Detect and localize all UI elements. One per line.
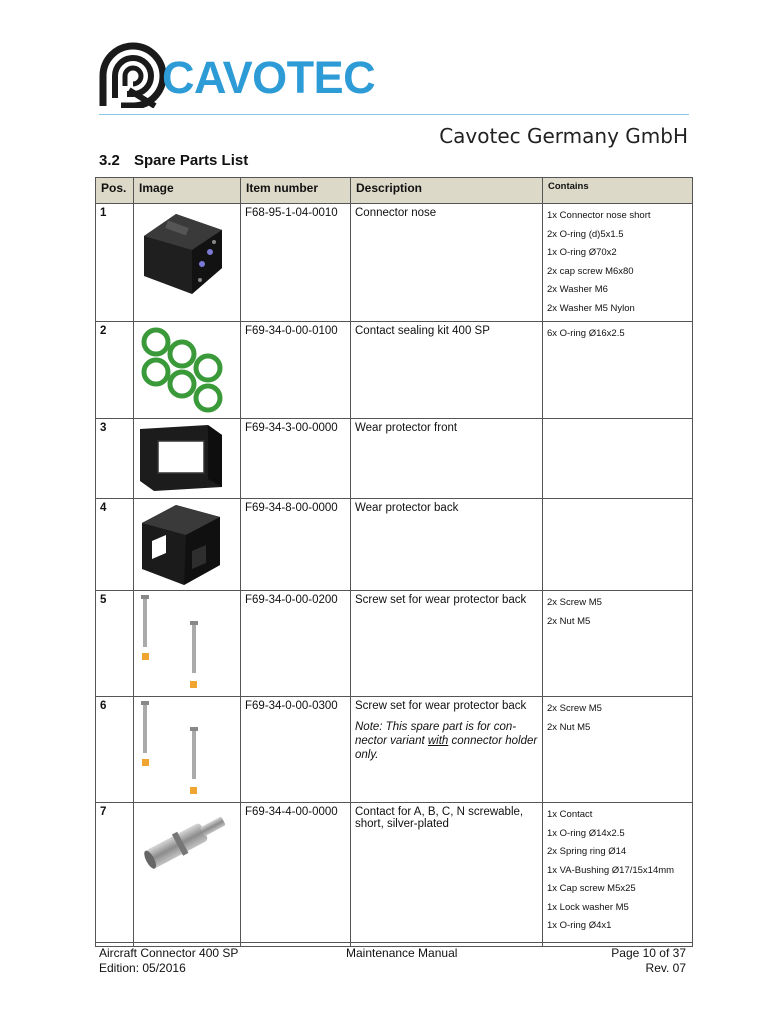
note-underlined: with xyxy=(427,735,449,747)
wear-protector-front-image xyxy=(136,421,232,493)
note-text: connector holder only. xyxy=(355,735,538,761)
contains-item: 2x Spring ring Ø14 xyxy=(547,846,627,857)
section-heading xyxy=(99,152,248,169)
row-description: Screw set for wear protector back xyxy=(351,591,543,697)
note-text: Note: This spare part is for con-nector variant xyxy=(355,721,517,747)
contains-item: 1x Cap screw M5x25 xyxy=(547,883,636,894)
row-image-cell xyxy=(134,803,241,947)
row-image-cell xyxy=(134,322,241,419)
footer-left xyxy=(99,946,238,976)
footer-edition: Edition: 05/2016 xyxy=(99,961,186,975)
contains-item: 1x O-ring Ø14x2.5 xyxy=(547,827,625,839)
section-number: 3.2 xyxy=(99,152,120,169)
row-pos: 4 xyxy=(96,499,134,591)
row-pos: 6 xyxy=(96,697,134,803)
table-header-row xyxy=(96,178,693,204)
row-note xyxy=(355,720,538,762)
row-contains xyxy=(543,697,693,803)
row-pos: 3 xyxy=(96,419,134,499)
header-rule xyxy=(99,114,689,115)
header-contains: Contains xyxy=(543,178,693,204)
row-description-cell xyxy=(351,697,543,803)
footer-manual: Maintenance Manual xyxy=(346,946,458,960)
contains-item: 2x Nut M5 xyxy=(547,615,591,627)
row-image-cell xyxy=(134,499,241,591)
row-item-number: F69-34-4-00-0000 xyxy=(241,803,351,947)
row-description: Contact sealing kit 400 SP xyxy=(351,322,543,419)
footer-right xyxy=(611,946,686,976)
contains-item: 2x O-ring (d)5x1.5 xyxy=(547,228,624,240)
footer-doc-title: Aircraft Connector 400 SP xyxy=(99,946,239,960)
footer-rule xyxy=(95,942,692,943)
table-row xyxy=(96,499,693,591)
contains-item: 1x Lock washer M5 xyxy=(547,901,629,913)
header-item-number: Item number xyxy=(241,178,351,204)
contains-item: 2x Nut M5 xyxy=(547,721,591,733)
row-image-cell xyxy=(134,697,241,803)
footer-revision: Rev. 07 xyxy=(645,961,686,975)
contains-item: 6x O-ring Ø16x2.5 xyxy=(547,328,625,339)
contains-item: 2x Screw M5 xyxy=(547,597,602,608)
row-item-number: F69-34-0-00-0100 xyxy=(241,322,351,419)
row-pos: 5 xyxy=(96,591,134,697)
row-contains xyxy=(543,591,693,697)
spare-parts-table xyxy=(95,177,693,947)
row-item-number: F69-34-8-00-0000 xyxy=(241,499,351,591)
row-pos: 2 xyxy=(96,322,134,419)
row-pos: 1 xyxy=(96,204,134,322)
row-item-number: F69-34-0-00-0200 xyxy=(241,591,351,697)
screw-set-image xyxy=(136,593,232,693)
contains-item: 1x VA-Bushing Ø17/15x14mm xyxy=(547,864,675,876)
table-row xyxy=(96,204,693,322)
row-contains xyxy=(543,322,693,419)
row-image-cell xyxy=(134,591,241,697)
row-contains xyxy=(543,803,693,947)
contains-item: 1x O-ring Ø70x2 xyxy=(547,247,617,258)
table-row xyxy=(96,322,693,419)
row-contains xyxy=(543,204,693,322)
connector-nose-image xyxy=(136,206,232,302)
row-image-cell xyxy=(134,204,241,322)
table-row xyxy=(96,419,693,499)
wear-protector-back-image xyxy=(136,501,232,587)
contains-item: 1x Contact xyxy=(547,809,593,820)
o-rings-image xyxy=(136,324,232,416)
contains-item: 2x cap screw M6x80 xyxy=(547,265,634,277)
footer-page-number: Page 10 of 37 xyxy=(611,946,686,960)
header-image: Image xyxy=(134,178,241,204)
row-description: Screw set for wear protector back xyxy=(355,700,527,712)
header-description: Description xyxy=(351,178,543,204)
row-item-number: F69-34-3-00-0000 xyxy=(241,419,351,499)
table-row xyxy=(96,697,693,803)
contains-item: 2x Washer M6 xyxy=(547,284,608,295)
contains-item: 1x Connector nose short xyxy=(547,210,651,221)
row-image-cell xyxy=(134,419,241,499)
company-name: Cavotec Germany GmbH xyxy=(439,124,688,148)
brand-wordmark: CAVOTEC xyxy=(162,52,376,103)
row-description: Wear protector back xyxy=(351,499,543,591)
contains-item: 1x O-ring Ø4x1 xyxy=(547,920,612,931)
row-pos: 7 xyxy=(96,803,134,947)
screw-set-image xyxy=(136,699,232,799)
row-contains xyxy=(543,419,693,499)
row-description: Wear protector front xyxy=(351,419,543,499)
row-item-number: F69-34-0-00-0300 xyxy=(241,697,351,803)
section-title: Spare Parts List xyxy=(134,152,249,169)
row-description: Connector nose xyxy=(351,204,543,322)
row-item-number: F68-95-1-04-0010 xyxy=(241,204,351,322)
table-row xyxy=(96,591,693,697)
header-pos: Pos. xyxy=(96,178,134,204)
table-row xyxy=(96,803,693,947)
row-contains xyxy=(543,499,693,591)
contains-item: 2x Washer M5 Nylon xyxy=(547,302,635,314)
row-description: Contact for A, B, C, N screwable, short, silver-plated xyxy=(351,803,543,947)
contact-pin-image xyxy=(136,805,234,875)
contains-item: 2x Screw M5 xyxy=(547,703,602,714)
